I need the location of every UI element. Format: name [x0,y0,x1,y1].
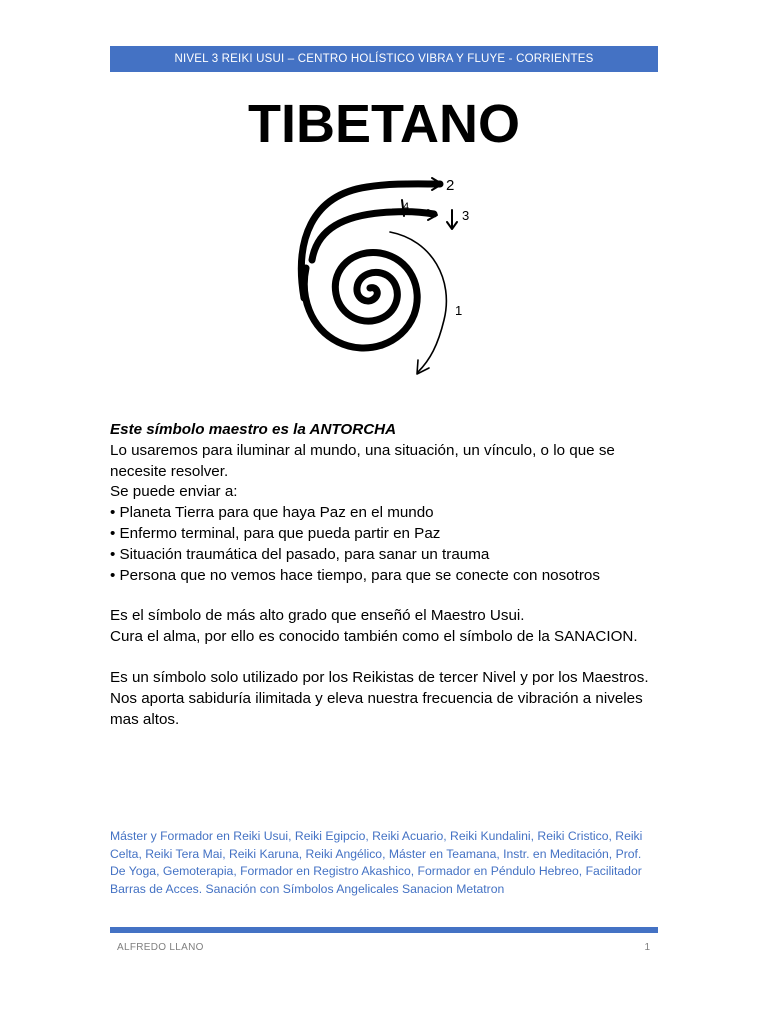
page-title: TIBETANO [248,94,520,154]
stroke-label-2: 2 [446,177,455,194]
bullet-list [110,503,658,586]
highest-grade-text: Es el símbolo de más alto grado que enseñó el Maestro Usui. [110,607,525,625]
list-item: • Planeta Tierra para que haya Paz en el mundo [110,503,658,524]
body-content [110,420,658,750]
intro-heading: Este símbolo maestro es la ANTORCHA [110,421,397,438]
uses-text: Lo usaremos para iluminar al mundo, una situación, un vínculo, o lo que se necesite resolver. [110,441,615,480]
footer-divider [110,927,658,933]
tibetan-spiral-symbol [272,170,494,385]
stroke-1-spiral [304,252,417,348]
wisdom-text: Nos aporta sabiduría ilimitada y eleva nuestra frecuencia de vibración a niveles mas altos. [110,689,643,728]
stroke-label-1: 1 [455,303,463,318]
masters-text: Es un símbolo solo utilizado por los Reikistas de tercer Nivel y por los Maestros. [110,668,649,686]
heals-soul-text: Cura el alma, por ello es conocido también como el símbolo de la SANACION. [110,628,638,646]
paragraph-masters [110,668,658,730]
list-item: • Persona que no vemos hace tiempo, para que se conecte con nosotros [110,566,658,587]
paragraph-highest-grade [110,606,658,648]
list-item: • Enfermo terminal, para que pueda partir en Paz [110,524,658,545]
paragraph-uses [110,441,658,587]
page-number: 1 [644,942,650,953]
header-text: NIVEL 3 REIKI USUI – CENTRO HOLÍSTICO VIBRA Y FLUYE - CORRIENTES [174,53,594,65]
credits-text: Máster y Formador en Reiki Usui, Reiki Egipcio, Reiki Acuario, Reiki Kundalini, Reiki Cristico, Reiki Celta, Reiki Tera Mai, Reiki Karuna, Reiki Angélico, Máster en Teamana, Instr. en Meditación, Prof. De Yoga, Gemoterapia, Formador en Registro Akashico, Formador en Péndulo Hebreo, Facilitador Barras de Acces. Sanación con Símbolos Angelicales Sanacion Metatron [110,829,643,896]
header-bar [110,46,658,72]
stroke-label-3: 3 [462,208,470,223]
send-to-text: Se puede enviar a: [110,483,238,501]
stroke-label-4: 4 [403,201,410,213]
list-item: • Situación traumática del pasado, para sanar un trauma [110,545,658,566]
footer-author: ALFREDO LLANO [117,942,204,953]
